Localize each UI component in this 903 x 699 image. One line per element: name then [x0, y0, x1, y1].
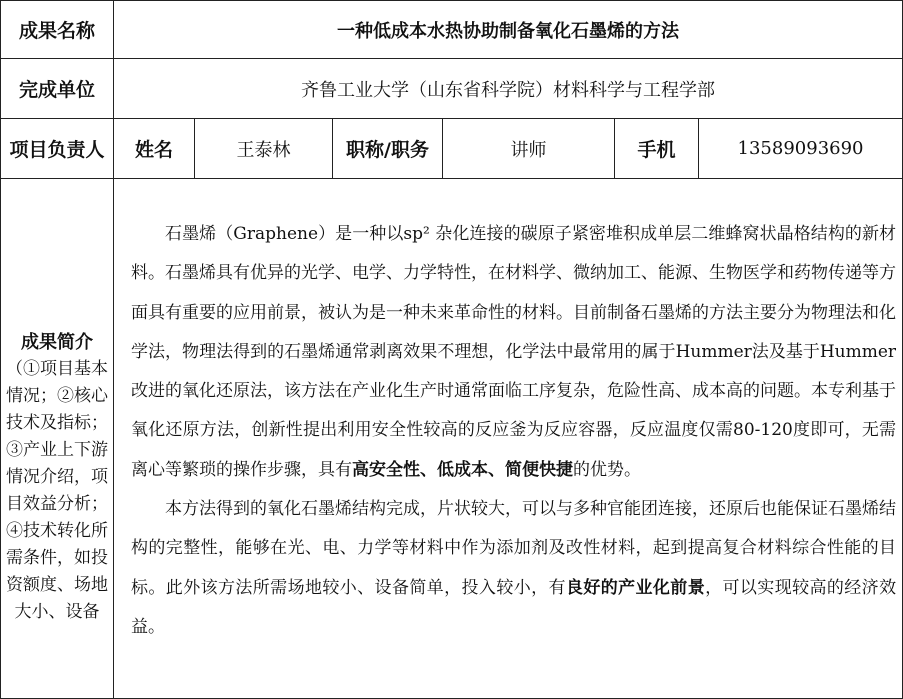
summary-body [114, 179, 903, 699]
summary-row [1, 179, 903, 699]
name-value: 王泰林 [195, 119, 333, 179]
summary-hint: （①项目基本情况；②核心技术及指标；③产业上下游情况介绍，项目效益分析；④技术转化所需条件，如投资额度、场地大小、设备 [6, 359, 108, 622]
summary-label: 成果简介 [21, 332, 93, 353]
p2-text-end: ，可以实现较高的经济效益。 [131, 577, 897, 637]
unit-row [1, 59, 903, 119]
unit-label: 完成单位 [1, 59, 114, 119]
summary-paragraph-2 [131, 490, 896, 647]
position-label: 职称/职务 [333, 119, 443, 179]
title-label: 成果名称 [1, 1, 114, 59]
p2-highlight: 良好的产业化前景 [565, 577, 706, 598]
title-value: 一种低成本水热协助制备氧化石墨烯的方法 [114, 1, 903, 59]
summary-paragraph-1 [131, 215, 896, 490]
phone-label: 手机 [615, 119, 699, 179]
p2-text-start: 本方法得到的氧化石墨烯结构完成，片状较大，可以与多种官能团连接，还原后也能保证石墨烯结构的完整性，能够在光、电、力学等材料中作为添加剂及改性材料，起到提高复合材料综合性能的目标。此外该方法所需场地较小、设备简单，投入较小，有 [131, 499, 897, 598]
title-row [1, 1, 903, 59]
summary-sidebar [1, 179, 114, 699]
unit-value: 齐鲁工业大学（山东省科学院）材料科学与工程学部 [114, 59, 903, 119]
name-label: 姓名 [114, 119, 195, 179]
leader-row [1, 119, 903, 179]
phone-value: 13589093690 [699, 119, 903, 179]
p1-text-end: 的优势。 [573, 459, 641, 480]
position-value: 讲师 [443, 119, 615, 179]
p1-highlight: 高安全性、低成本、简便快捷 [352, 459, 573, 480]
leader-label: 项目负责人 [1, 119, 114, 179]
p1-text-start: 石墨烯（Graphene）是一种以sp² 杂化连接的碳原子紧密堆积成单层二维蜂窝状晶格结构的新材料。石墨烯具有优异的光学、电学、力学特性，在材料学、微纳加工、能源、生物医学和药物传递等方面具有重要的应用前景，被认为是一种未来革命性的材料。目前制备石墨烯的方法主要分为物理法和化学法，物理法得到的石墨烯通常剥离效果不理想，化学法中最常用的属于Hummer法及基于Hummer改进的氧化还原法，该方法在产业化生产时通常面临工序复杂，危险性高、成本高的问题。本专利基于氧化还原方法，创新性提出利用安全性较高的反应釜为反应容器，反应温度仅需80-120度即可，无需离心等繁琐的操作步骤，具有 [131, 224, 897, 480]
